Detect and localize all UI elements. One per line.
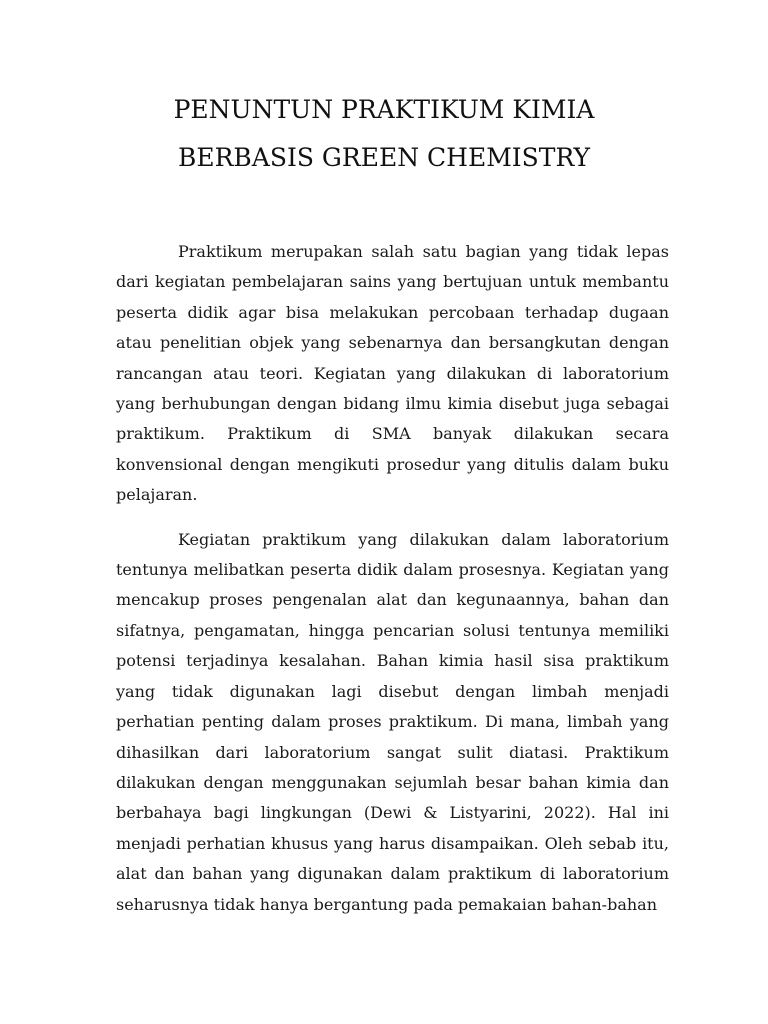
paragraph-2: Kegiatan praktikum yang dilakukan dalam laboratorium tentunya melibatkan peserta didik dalam prosesnya. Kegiatan yang mencakup proses pengenalan alat dan kegunaannya, bahan dan sifatnya, pengamatan, hingga pencarian solusi tentunya memiliki potensi terjadinya kesalahan. Bahan kimia hasil sisa praktikum yang tidak digunakan lagi disebut dengan limbah menjadi perhatian penting dalam proses praktikum. Di mana, limbah yang dihasilkan dari laboratorium sangat sulit diatasi. Praktikum dilakukan dengan menggunakan sejumlah besar bahan kimia dan berbahaya bagi lingkungan (Dewi & Listyarini, 2022). Hal ini menjadi perhatian khusus yang harus disampaikan. Oleh sebab itu, alat dan bahan yang digunakan dalam praktikum di laboratorium seharusnya tidak hanya bergantung pada pemakaian bahan-bahan	[116, 529, 669, 914]
title-line-1: PENUNTUN PRAKTIKUM KIMIA	[173, 95, 595, 124]
title-line-2: BERBASIS GREEN CHEMISTRY	[177, 143, 591, 172]
paragraph-1: Praktikum merupakan salah satu bagian yang tidak lepas dari kegiatan pembelajaran sains yang bertujuan untuk membantu peserta didik agar bisa melakukan percobaan terhadap dugaan atau penelitian objek yang sebenarnya dan bersangkutan dengan rancangan atau teori. Kegiatan yang dilakukan di laboratorium yang berhubungan dengan bidang ilmu kimia disebut juga sebagai praktikum. Praktikum di SMA banyak dilakukan secara konvensional dengan mengikuti prosedur yang ditulis dalam buku pelajaran.	[116, 242, 669, 505]
document-title	[0, 86, 768, 182]
document-body	[116, 237, 669, 920]
